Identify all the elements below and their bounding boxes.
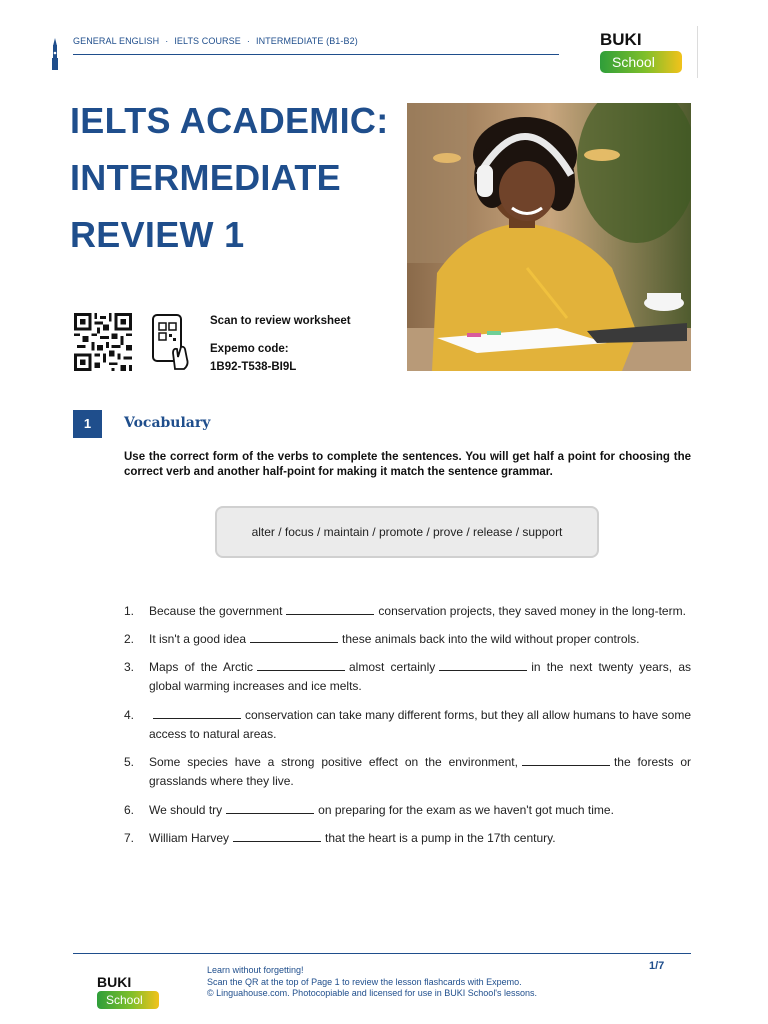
footer-text: Learn without forgetting! Scan the QR at the top of Page 1 to review the lesson flashcards with Expemo. © Linguahouse.com. Photocopiable and licensed for use in BUKI School's lessons.: [207, 965, 538, 998]
footer-logo: BUKI School: [97, 974, 159, 1009]
breadcrumb: GENERAL ENGLISH · IELTS COURSE · INTERMEDIATE (B1-B2): [73, 36, 358, 46]
answer-blank[interactable]: [439, 658, 527, 671]
brand-logo: BUKI School: [600, 30, 690, 73]
footer-divider: [73, 953, 691, 954]
list-item: 2. It isn't a good idea these animals back into the wild without proper controls.: [124, 632, 640, 646]
list-item: 6. We should try on preparing for the exam as we haven't got much time.: [124, 803, 614, 817]
phone-scan-icon: [151, 313, 191, 371]
header-divider: [73, 54, 559, 55]
answer-blank[interactable]: [522, 753, 610, 766]
list-item: 1. Because the government conservation projects, they saved money in the long-term.: [124, 604, 686, 618]
logo-divider: [697, 26, 698, 78]
page-title: IELTS ACADEMIC: INTERMEDIATE REVIEW 1: [70, 100, 389, 255]
breadcrumb-item[interactable]: GENERAL ENGLISH: [73, 36, 160, 46]
answer-blank[interactable]: [286, 602, 374, 615]
breadcrumb-item[interactable]: IELTS COURSE: [174, 36, 241, 46]
section-number: 1: [73, 410, 102, 438]
expemo-code: 1B92-T538-BI9L: [210, 361, 297, 373]
list-item: 5. Some species have a strong positive effect on the environment, the forests or grasslands where they live.: [124, 755, 691, 788]
big-ben-icon: [50, 38, 60, 70]
answer-blank[interactable]: [257, 658, 345, 671]
hero-photo: [407, 103, 691, 371]
answer-blank[interactable]: [250, 630, 338, 643]
answer-blank[interactable]: [153, 706, 241, 719]
section-title: Vocabulary: [124, 415, 211, 431]
scan-info: [210, 312, 351, 376]
answer-blank[interactable]: [233, 829, 321, 842]
list-item: 3. Maps of the Arctic almost certainly in the next twenty years, as global warming increases and ice melts.: [124, 660, 691, 693]
breadcrumb-item[interactable]: INTERMEDIATE (B1-B2): [255, 36, 358, 46]
instructions: Use the correct form of the verbs to complete the sentences. You will get half a point for choosing the correct verb and another half-point for making it match the sentence grammar.: [124, 451, 691, 478]
scan-label: Scan to review worksheet: [210, 315, 351, 327]
list-item: 4. conservation can take many different forms, but they all allow humans to have some access to natural areas.: [124, 708, 692, 741]
answer-blank[interactable]: [226, 801, 314, 814]
word-box: alter / focus / maintain / promote / prove / release / support: [215, 506, 599, 558]
code-label: Expemo code:: [210, 343, 289, 355]
page-number: 1/7: [649, 960, 665, 972]
qr-code-icon[interactable]: [73, 313, 133, 371]
list-item: 7. William Harvey that the heart is a pump in the 17th century.: [124, 831, 556, 845]
